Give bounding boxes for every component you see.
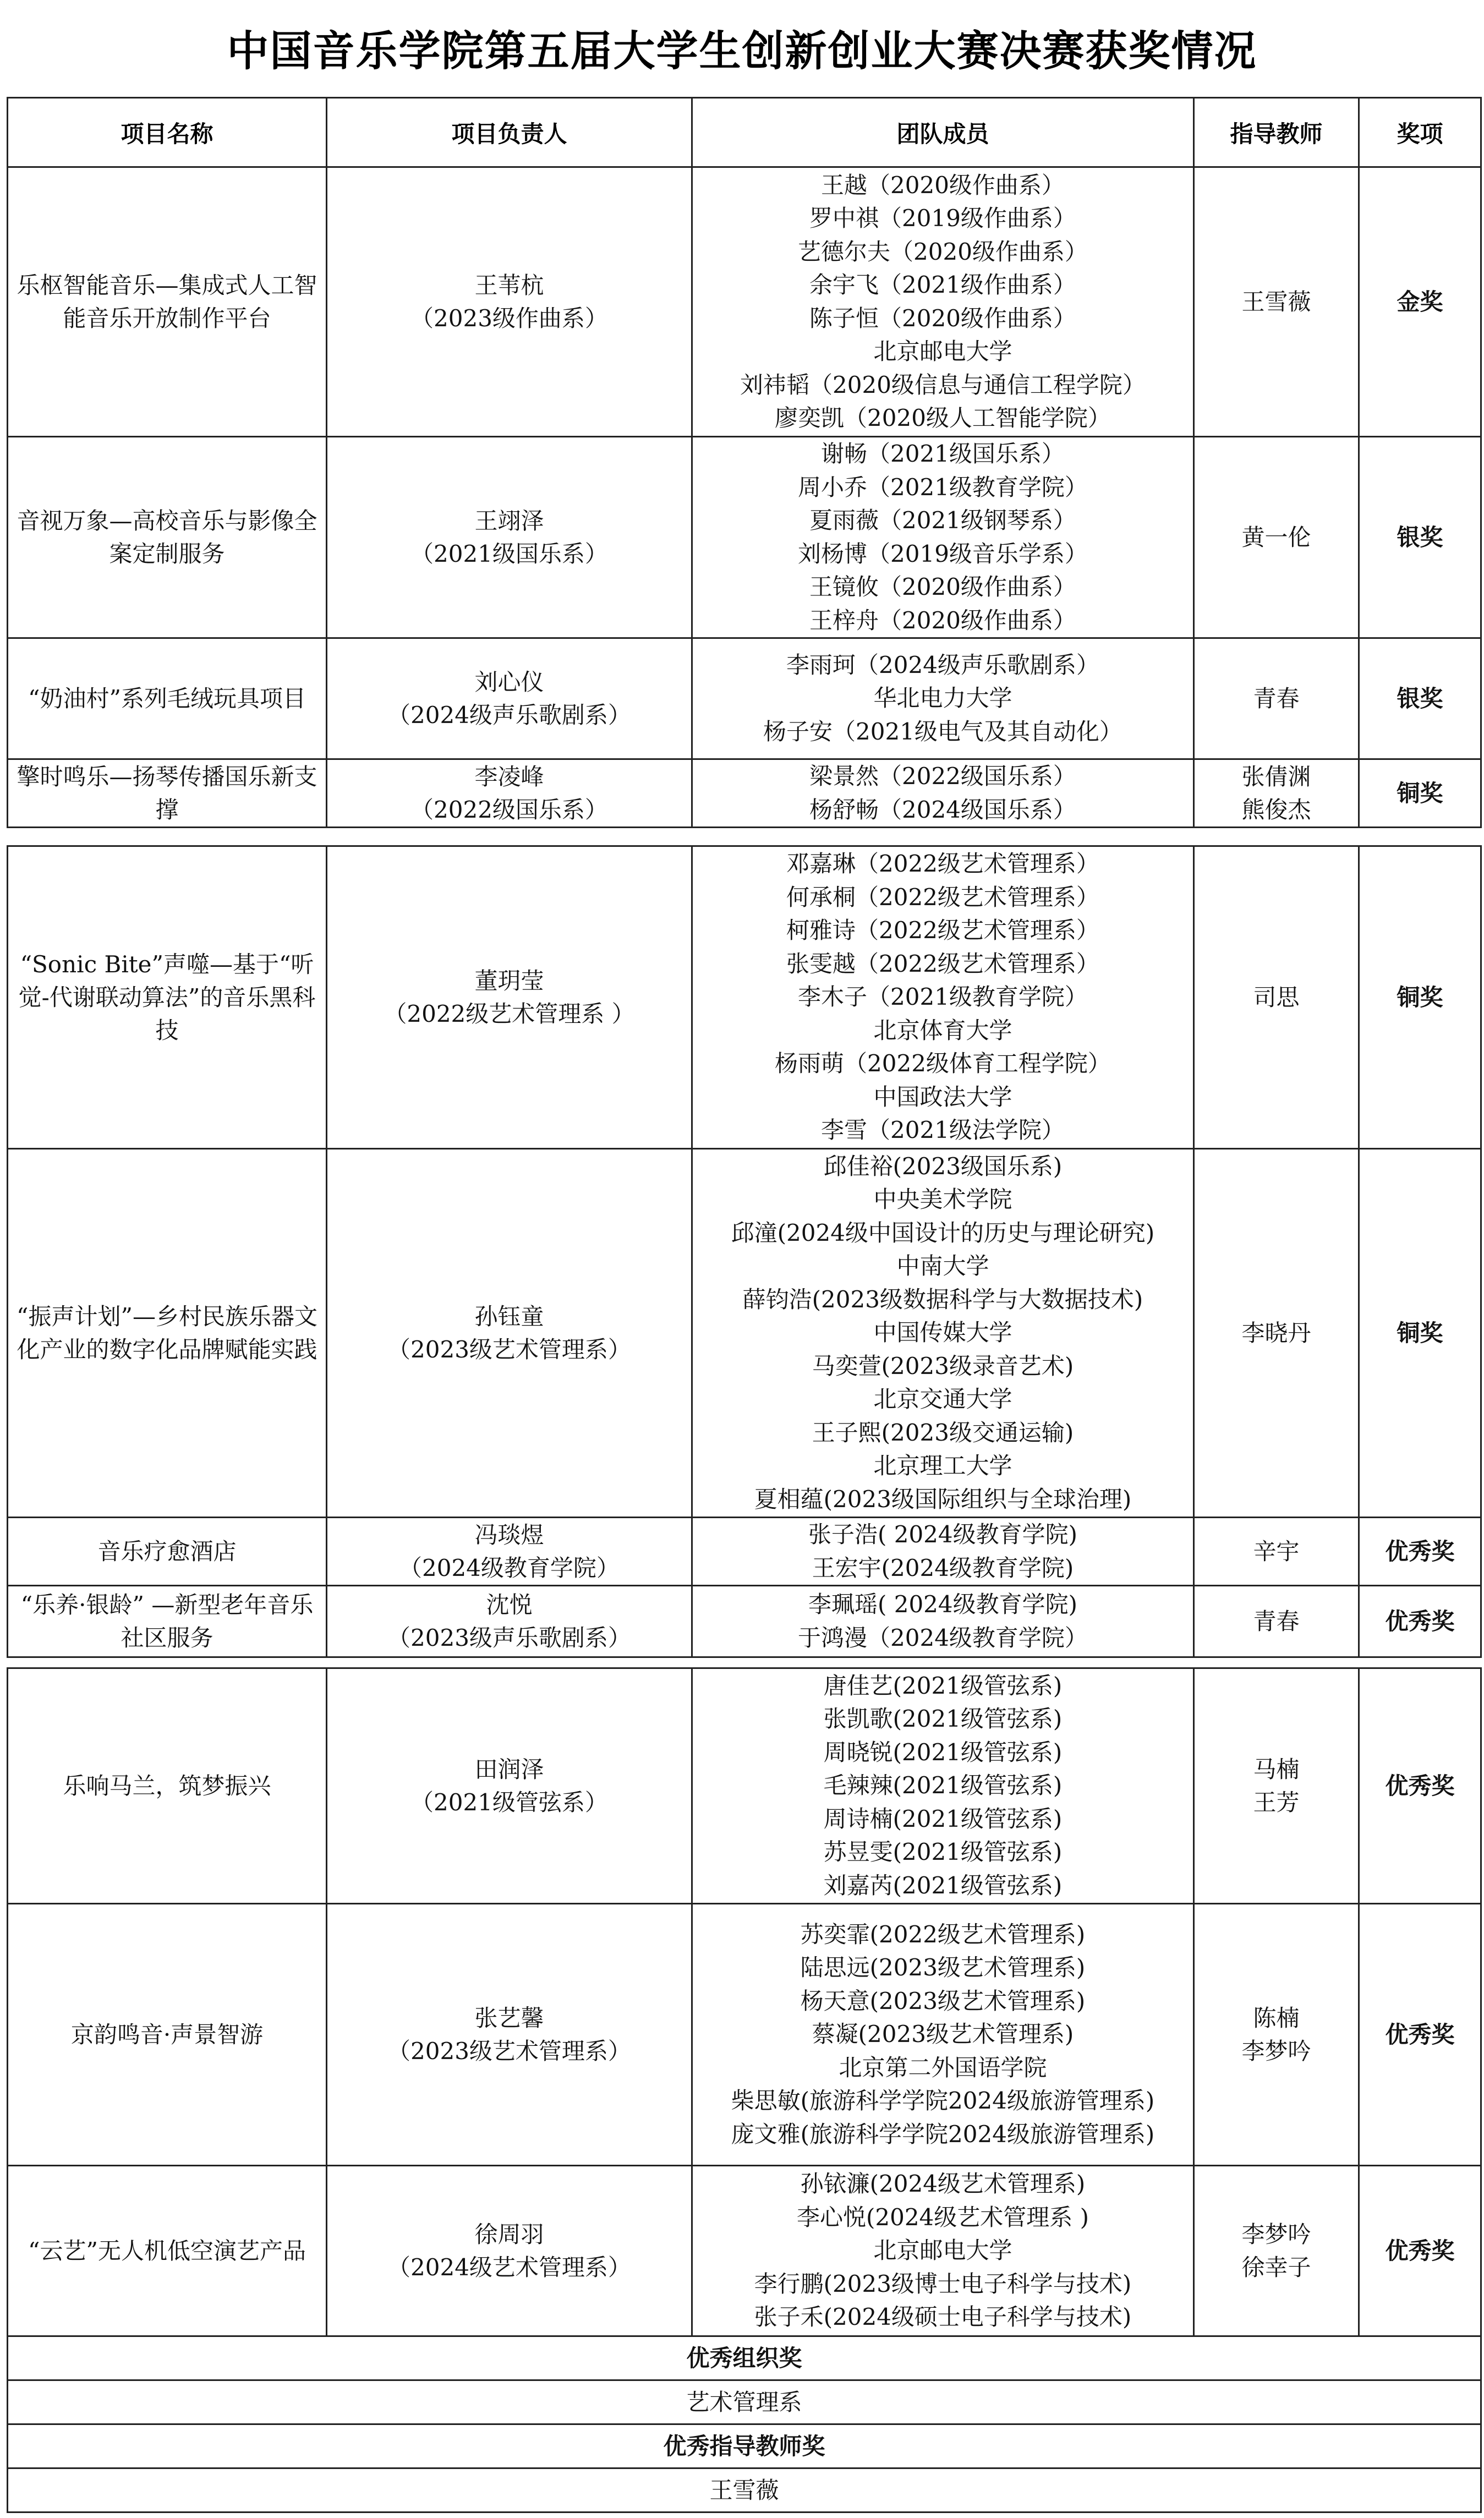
member-line: 刘杨博（2019级音乐学系）	[798, 540, 1088, 567]
advisor-cell	[1194, 1586, 1359, 1657]
advisor-line: 熊俊杰	[1241, 796, 1311, 823]
member-line: 李雨珂（2024级声乐歌剧系）	[786, 651, 1099, 678]
advisor-line: 徐幸子	[1241, 2253, 1311, 2281]
leader-line: 刘心仪	[474, 668, 544, 696]
project-leader-cell	[327, 437, 692, 638]
member-line: 毛辣辣(2021级管弦系)	[823, 1772, 1063, 1799]
member-line: 张子禾(2024级硕士电子科学与技术)	[754, 2303, 1132, 2331]
leader-line: 徐周羽	[474, 2220, 544, 2248]
member-line: 中南大学	[896, 1252, 989, 1280]
award-cell: 优秀奖	[1359, 1904, 1481, 2166]
advisor-cell	[1194, 1149, 1359, 1518]
team-members-cell	[692, 2166, 1194, 2336]
leader-line: 沈悦	[486, 1591, 533, 1618]
awards-table-part-3	[7, 1667, 1482, 2513]
member-line: 唐佳艺(2021级管弦系)	[823, 1672, 1063, 1699]
member-line: 陈子恒（2020级作曲系）	[809, 304, 1076, 332]
advisor-line: 李晓丹	[1241, 1319, 1311, 1346]
advisor-cell	[1194, 1904, 1359, 2166]
member-line: 刘嘉芮(2021级管弦系)	[823, 1871, 1063, 1899]
member-line: 余宇飞（2021级作曲系）	[809, 271, 1076, 298]
member-line: 杨舒畅（2024级国乐系）	[809, 796, 1076, 823]
advisor-line: 黄一伦	[1241, 523, 1311, 551]
leader-line: 董玥莹	[474, 967, 544, 994]
project-leader-cell	[327, 846, 692, 1149]
member-line: 北京交通大学	[873, 1386, 1012, 1413]
advisor-cell	[1194, 759, 1359, 828]
footer-row	[8, 2424, 1481, 2468]
header-project-leader: 项目负责人	[327, 98, 692, 167]
header-team-members: 团队成员	[692, 98, 1194, 167]
leader-line: （2023级艺术管理系）	[387, 2037, 631, 2065]
project-leader-cell	[327, 1586, 692, 1657]
advisor-line: 青春	[1253, 685, 1300, 712]
award-cell: 优秀奖	[1359, 1668, 1481, 1904]
leader-line: （2022级国乐系）	[410, 796, 608, 823]
leader-line: （2024级艺术管理系）	[387, 2253, 631, 2281]
member-line: 邱佳裕(2023级国乐系)	[823, 1152, 1063, 1180]
leader-line: （2023级艺术管理系）	[387, 1335, 631, 1363]
member-line: 谢畅（2021级国乐系）	[821, 440, 1065, 467]
member-line: 北京邮电大学	[873, 338, 1012, 365]
member-line: 杨子安（2021级电气及其自动化）	[763, 718, 1122, 745]
team-members-cell	[692, 1518, 1194, 1586]
member-line: 张子浩( 2024级教育学院)	[808, 1521, 1077, 1548]
advisor-cell	[1194, 2166, 1359, 2336]
advisor-line: 马楠	[1253, 1755, 1300, 1783]
table-row	[8, 167, 1481, 437]
footer-award-recipient: 王雪薇	[8, 2468, 1481, 2512]
award-cell: 铜奖	[1359, 759, 1481, 828]
team-members-cell	[692, 1149, 1194, 1518]
member-line: 于鸿漫（2024级教育学院）	[798, 1624, 1088, 1651]
advisor-line: 张倩渊	[1241, 763, 1311, 790]
member-line: 北京理工大学	[873, 1452, 1012, 1480]
table-row	[8, 1668, 1481, 1904]
header-project-name: 项目名称	[8, 98, 327, 167]
member-line: 王梓舟（2020级作曲系）	[809, 606, 1076, 634]
member-line: 庞文雅(旅游科学学院2024级旅游管理系)	[731, 2120, 1155, 2148]
table-row	[8, 846, 1481, 1149]
member-line: 李雪（2021级法学院）	[821, 1116, 1065, 1144]
award-cell: 优秀奖	[1359, 2166, 1481, 2336]
project-leader-cell	[327, 1904, 692, 2166]
table-row	[8, 1518, 1481, 1586]
member-line: 王越（2020级作曲系）	[821, 171, 1065, 199]
advisor-cell	[1194, 437, 1359, 638]
leader-line: 冯琰煜	[474, 1521, 544, 1548]
member-line: 李行鹏(2023级博士电子科学与技术)	[754, 2270, 1132, 2297]
member-line: 艺德尔夫（2020级作曲系）	[798, 238, 1088, 265]
award-cell: 银奖	[1359, 437, 1481, 638]
member-line: 杨天意(2023级艺术管理系)	[800, 1987, 1086, 2015]
member-line: 张凯歌(2021级管弦系)	[823, 1705, 1063, 1733]
leader-line: （2022级艺术管理系 ）	[384, 1000, 635, 1027]
advisor-line: 李梦吟	[1241, 2220, 1311, 2248]
footer-award-title: 优秀指导教师奖	[8, 2424, 1481, 2468]
team-members-cell	[692, 437, 1194, 638]
advisor-line: 司思	[1253, 983, 1300, 1011]
member-line: 周晓锐(2021级管弦系)	[823, 1738, 1063, 1766]
member-line: 邱潼(2024级中国设计的历史与理论研究)	[731, 1219, 1155, 1246]
footer-award-recipient: 艺术管理系	[8, 2380, 1481, 2424]
member-line: 周小乔（2021级教育学院）	[798, 473, 1088, 501]
table-row	[8, 638, 1481, 759]
award-cell: 铜奖	[1359, 1149, 1481, 1518]
project-leader-cell	[327, 1518, 692, 1586]
member-line: 柴思敏(旅游科学学院2024级旅游管理系)	[731, 2087, 1155, 2115]
advisor-line: 王芳	[1253, 1788, 1300, 1816]
member-line: 苏奕霏(2022级艺术管理系)	[800, 1920, 1086, 1948]
project-name-cell: “振声计划”—乡村民族乐器文化产业的数字化品牌赋能实践	[8, 1149, 327, 1518]
table-row	[8, 2166, 1481, 2336]
team-members-cell	[692, 846, 1194, 1149]
member-line: 夏雨薇（2021级钢琴系）	[809, 507, 1076, 534]
project-leader-cell	[327, 2166, 692, 2336]
leader-line: （2023级作曲系）	[410, 304, 608, 332]
member-line: 杨雨萌（2022级体育工程学院）	[775, 1050, 1111, 1077]
advisor-cell	[1194, 1668, 1359, 1904]
member-line: 刘祎韬（2020级信息与通信工程学院）	[740, 371, 1146, 398]
advisor-line: 辛宇	[1253, 1537, 1300, 1565]
member-line: 北京体育大学	[873, 1016, 1012, 1044]
project-name-cell: 音视万象—高校音乐与影像全案定制服务	[8, 437, 327, 638]
member-line: 中央美术学院	[873, 1186, 1012, 1213]
member-line: 何承桐（2022级艺术管理系）	[786, 883, 1099, 911]
member-line: 蔡凝(2023级艺术管理系)	[812, 2021, 1074, 2048]
footer-award-title: 优秀组织奖	[8, 2336, 1481, 2380]
advisor-cell	[1194, 1518, 1359, 1586]
advisor-line: 王雪薇	[1241, 288, 1311, 315]
member-line: 北京第二外国语学院	[839, 2054, 1047, 2081]
table-row	[8, 437, 1481, 638]
advisor-cell	[1194, 638, 1359, 759]
project-name-cell: 擎时鸣乐—扬琴传播国乐新支撑	[8, 759, 327, 828]
project-name-cell: “奶油村”系列毛绒玩具项目	[8, 638, 327, 759]
advisor-line: 青春	[1253, 1607, 1300, 1635]
advisor-line: 陈楠	[1253, 2004, 1300, 2032]
project-name-cell: “乐养·银龄” —新型老年音乐社区服务	[8, 1586, 327, 1657]
advisor-line: 李梦吟	[1241, 2037, 1311, 2065]
member-line: 孙铱濂(2024级艺术管理系)	[800, 2170, 1086, 2198]
award-cell: 金奖	[1359, 167, 1481, 437]
table-row	[8, 1149, 1481, 1518]
advisor-cell	[1194, 846, 1359, 1149]
team-members-cell	[692, 1586, 1194, 1657]
member-line: 邓嘉琳（2022级艺术管理系）	[786, 850, 1099, 878]
project-name-cell: 音乐疗愈酒店	[8, 1518, 327, 1586]
leader-line: 张艺馨	[474, 2004, 544, 2032]
project-leader-cell	[327, 759, 692, 828]
member-line: 陆思远(2023级艺术管理系)	[800, 1954, 1086, 1981]
leader-line: 李凌峰	[474, 763, 544, 790]
award-cell: 优秀奖	[1359, 1586, 1481, 1657]
member-line: 罗中祺（2019级作曲系）	[809, 205, 1076, 232]
member-line: 夏相蕴(2023级国际组织与全球治理)	[754, 1485, 1132, 1513]
awards-table-part-2	[7, 845, 1482, 1658]
table-row	[8, 759, 1481, 828]
member-line: 李心悦(2024级艺术管理系 )	[796, 2203, 1089, 2231]
leader-line: （2021级国乐系）	[410, 540, 608, 567]
advisor-cell	[1194, 167, 1359, 437]
member-line: 中国政法大学	[873, 1083, 1012, 1110]
project-leader-cell	[327, 1668, 692, 1904]
project-leader-cell	[327, 638, 692, 759]
leader-line: （2024级教育学院）	[399, 1554, 620, 1581]
member-line: 柯雅诗（2022级艺术管理系）	[786, 917, 1099, 944]
award-cell: 铜奖	[1359, 846, 1481, 1149]
member-line: 王宏宇(2024级教育学院)	[812, 1554, 1074, 1581]
table-row	[8, 1586, 1481, 1657]
leader-line: （2023级声乐歌剧系）	[387, 1624, 631, 1651]
leader-line: 田润泽	[474, 1755, 544, 1783]
project-name-cell: “Sonic Bite”声噬—基于“听觉-代谢联动算法”的音乐黑科技	[8, 846, 327, 1149]
team-members-cell	[692, 167, 1194, 437]
team-members-cell	[692, 1668, 1194, 1904]
member-line: 梁景然（2022级国乐系）	[809, 763, 1076, 790]
awards-table-part-1	[7, 97, 1482, 828]
project-name-cell: 乐枢智能音乐—集成式人工智能音乐开放制作平台	[8, 167, 327, 437]
member-line: 廖奕凯（2020级人工智能学院）	[775, 404, 1111, 431]
member-line: 华北电力大学	[873, 685, 1012, 712]
leader-line: 孙钰童	[474, 1302, 544, 1330]
footer-row	[8, 2380, 1481, 2424]
project-name-cell: 乐响马兰，筑梦振兴	[8, 1668, 327, 1904]
footer-row	[8, 2468, 1481, 2512]
member-line: 薛钧浩(2023级数据科学与大数据技术)	[742, 1285, 1143, 1313]
header-advisor: 指导教师	[1194, 98, 1359, 167]
member-line: 苏昱雯(2021级管弦系)	[823, 1838, 1063, 1866]
project-name-cell: “云艺”无人机低空演艺产品	[8, 2166, 327, 2336]
footer-row	[8, 2336, 1481, 2380]
table-body	[8, 167, 1481, 828]
project-leader-cell	[327, 167, 692, 437]
award-cell: 银奖	[1359, 638, 1481, 759]
member-line: 北京邮电大学	[873, 2237, 1012, 2264]
member-line: 李珮瑶( 2024级教育学院)	[808, 1591, 1077, 1618]
member-line: 马奕萱(2023级录音艺术)	[812, 1352, 1074, 1380]
leader-line: 王苇杭	[474, 271, 544, 299]
table-header-row	[8, 98, 1481, 167]
table-body	[8, 1668, 1481, 2512]
project-name-cell: 京韵鸣音·声景智游	[8, 1904, 327, 2166]
header-award: 奖项	[1359, 98, 1481, 167]
page-title: 中国音乐学院第五届大学生创新创业大赛决赛获奖情况	[227, 26, 1257, 75]
member-line: 张雯越（2022级艺术管理系）	[786, 950, 1099, 977]
team-members-cell	[692, 638, 1194, 759]
member-line: 周诗楠(2021级管弦系)	[823, 1805, 1063, 1832]
team-members-cell	[692, 759, 1194, 828]
member-line: 王镜攸（2020级作曲系）	[809, 573, 1076, 600]
member-line: 王子熙(2023级交通运输)	[812, 1419, 1074, 1446]
leader-line: （2024级声乐歌剧系）	[387, 701, 631, 729]
member-line: 李木子（2021级教育学院）	[798, 983, 1088, 1011]
team-members-cell	[692, 1904, 1194, 2166]
leader-line: 王翊泽	[474, 507, 544, 534]
leader-line: （2021级管弦系）	[410, 1788, 608, 1816]
project-leader-cell	[327, 1149, 692, 1518]
award-cell: 优秀奖	[1359, 1518, 1481, 1586]
table-row	[8, 1904, 1481, 2166]
table-body	[8, 846, 1481, 1657]
member-line: 中国传媒大学	[873, 1319, 1012, 1346]
